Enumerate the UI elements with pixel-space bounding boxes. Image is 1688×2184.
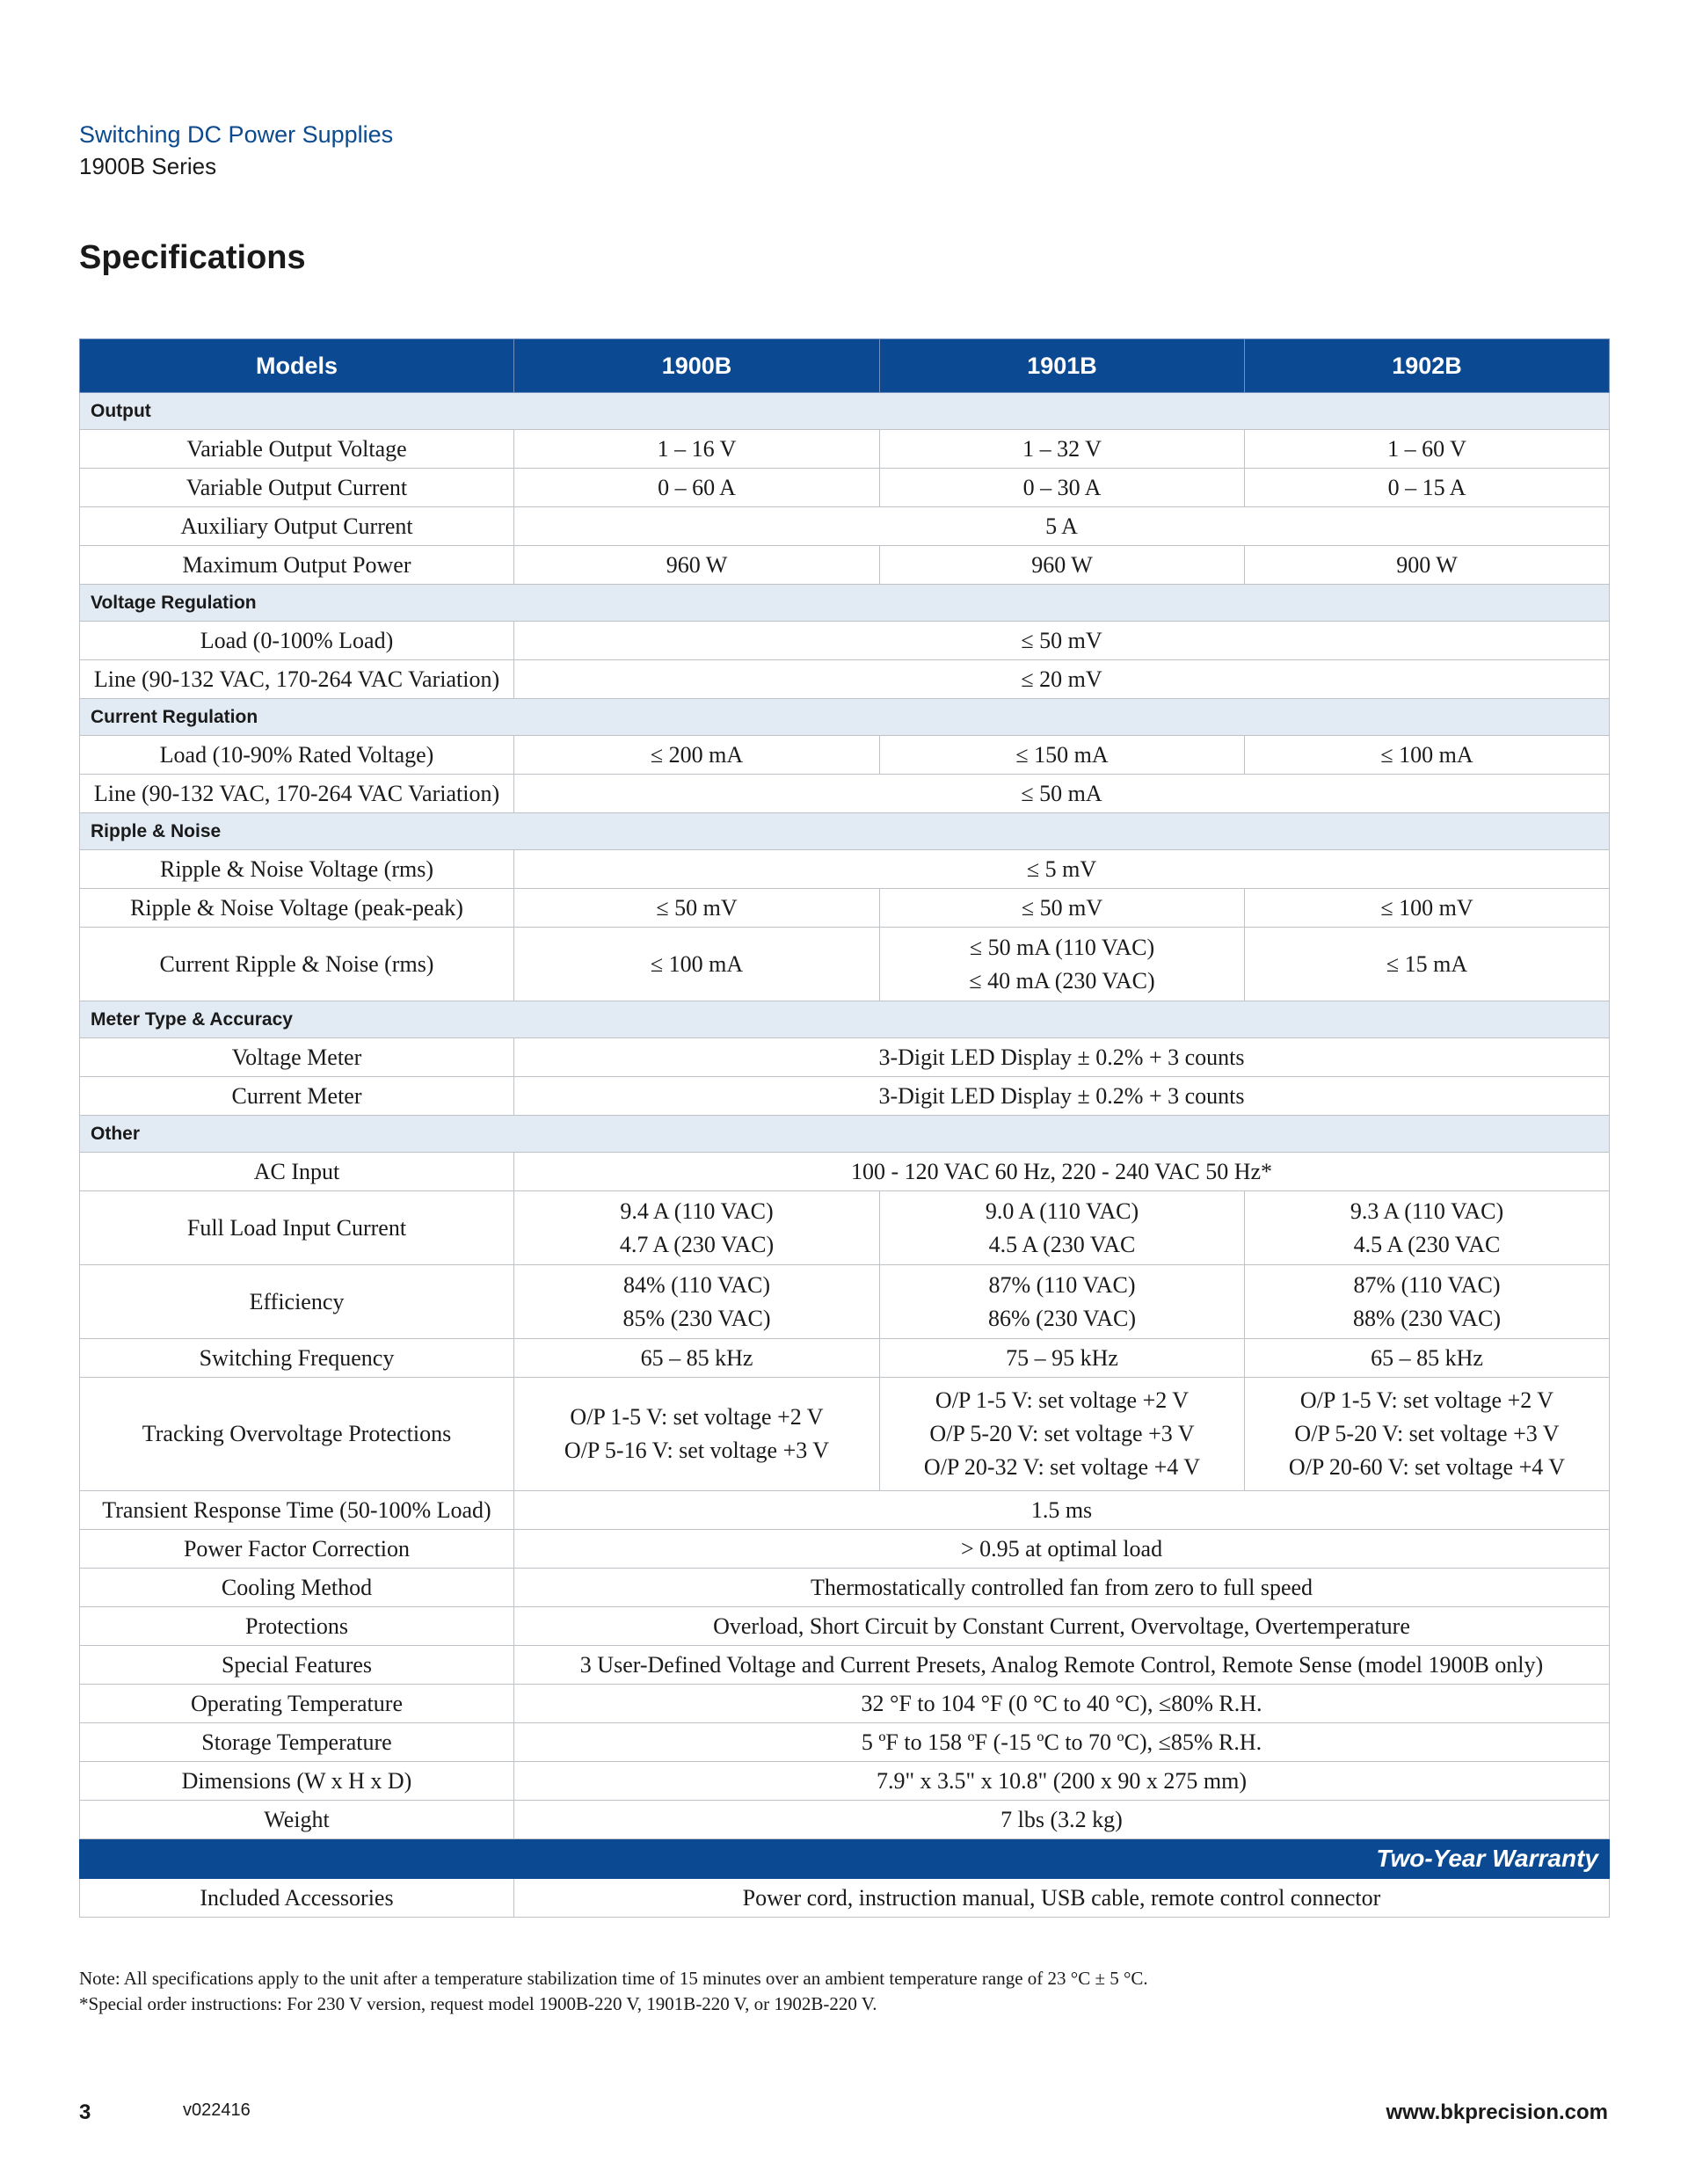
cell-line: 85% (230 VAC) [622,1305,771,1331]
cell-line: 88% (230 VAC) [1352,1305,1502,1331]
table-row [80,1530,1610,1569]
table-row [80,1685,1610,1723]
shared-value-cell: 5 ºF to 158 ºF (-15 ºC to 70 ºC), ≤85% R.H. [514,1723,1610,1762]
row-label: Transient Response Time (50-100% Load) [80,1491,514,1530]
cell-line: O/P 1-5 V: set voltage +2 V [935,1387,1190,1413]
warranty-banner-row [80,1839,1610,1879]
shared-value-cell: ≤ 50 mV [514,622,1610,660]
table-row [80,889,1610,928]
row-label: AC Input [80,1153,514,1191]
cell-line: O/P 5-16 V: set voltage +3 V [564,1438,830,1463]
cell-line: ≤ 50 mA (110 VAC) [969,934,1155,960]
cell-line: 87% (110 VAC) [1353,1271,1501,1298]
row-label: Full Load Input Current [80,1191,514,1265]
row-label: Load (0-100% Load) [80,622,514,660]
row-label: Maximum Output Power [80,546,514,585]
shared-value-cell: 3-Digit LED Display ± 0.2% + 3 counts [514,1077,1610,1116]
model-value-cell: 65 – 85 kHz [1245,1339,1610,1378]
table-row [80,736,1610,775]
shared-value-cell: Overload, Short Circuit by Constant Current, Overvoltage, Overtemperature [514,1607,1610,1646]
model-value-cell: 75 – 95 kHz [880,1339,1245,1378]
model-value-cell [514,1265,880,1339]
section-title: Output [80,393,1610,430]
warranty-banner: Two-Year Warranty [80,1839,1610,1879]
table-row [80,622,1610,660]
table-row [80,1569,1610,1607]
row-label: Line (90-132 VAC, 170-264 VAC Variation) [80,775,514,813]
shared-value-cell: Power cord, instruction manual, USB cable, remote control connector [514,1879,1610,1918]
shared-value-cell: ≤ 50 mA [514,775,1610,813]
row-label: Cooling Method [80,1569,514,1607]
shared-value-cell: > 0.95 at optimal load [514,1530,1610,1569]
model-value-cell [514,1378,880,1491]
model-value-cell: ≤ 100 mA [1245,736,1610,775]
section-header-row [80,699,1610,736]
model-value-cell: 0 – 60 A [514,469,880,507]
cell-line: 4.5 A (230 VAC [988,1231,1136,1257]
section-title: Ripple & Noise [80,813,1610,850]
row-label: Special Features [80,1646,514,1685]
model-value-cell: 65 – 85 kHz [514,1339,880,1378]
model-value-cell: 0 – 15 A [1245,469,1610,507]
model-value-cell [1245,1191,1610,1265]
table-row [80,660,1610,699]
shared-value-cell: 3-Digit LED Display ± 0.2% + 3 counts [514,1038,1610,1077]
row-label: Storage Temperature [80,1723,514,1762]
row-label: Variable Output Voltage [80,430,514,469]
row-label: Ripple & Noise Voltage (rms) [80,850,514,889]
section-header-row [80,585,1610,622]
row-label: Voltage Meter [80,1038,514,1077]
section-title: Current Regulation [80,699,1610,736]
section-header-row [80,393,1610,430]
model-value-cell: ≤ 150 mA [880,736,1245,775]
shared-value-cell: 100 - 120 VAC 60 Hz, 220 - 240 VAC 50 Hz* [514,1153,1610,1191]
cell-line: 86% (230 VAC) [987,1305,1137,1331]
row-label: Included Accessories [80,1879,514,1918]
cell-line: O/P 5-20 V: set voltage +3 V [929,1421,1195,1446]
cell-line: O/P 1-5 V: set voltage +2 V [1299,1387,1554,1413]
shared-value-cell: 1.5 ms [514,1491,1610,1530]
table-row [80,469,1610,507]
table-row [80,1038,1610,1077]
model-value-cell [880,1265,1245,1339]
row-label: Current Meter [80,1077,514,1116]
shared-value-cell: 3 User-Defined Voltage and Current Presets, Analog Remote Control, Remote Sense (model 1900B only) [514,1646,1610,1685]
model-value-cell [514,1191,880,1265]
section-header-row [80,813,1610,850]
cell-line: O/P 1-5 V: set voltage +2 V [570,1404,824,1430]
row-label: Weight [80,1801,514,1839]
cell-line: 9.3 A (110 VAC) [1350,1198,1504,1224]
table-row [80,1723,1610,1762]
model-value-cell: ≤ 100 mA [514,928,880,1001]
model-value-cell: 1 – 60 V [1245,430,1610,469]
table-row [80,1378,1610,1491]
row-label: Switching Frequency [80,1339,514,1378]
model-value-cell [880,928,1245,1001]
table-row [80,1191,1610,1265]
section-header-row [80,1001,1610,1038]
note-special-order: *Special order instructions: For 230 V version, request model 1900B-220 V, 1901B-220 V, or 1902B-220 V. [79,1993,877,2014]
table-row [80,775,1610,813]
row-label: Load (10-90% Rated Voltage) [80,736,514,775]
cell-line: 4.5 A (230 VAC [1353,1231,1501,1257]
table-row [80,1801,1610,1839]
table-row [80,1265,1610,1339]
model-value-cell [1245,1265,1610,1339]
table-row [80,850,1610,889]
shared-value-cell: 5 A [514,507,1610,546]
row-label: Protections [80,1607,514,1646]
cell-line: O/P 5-20 V: set voltage +3 V [1294,1421,1560,1446]
table-row [80,1646,1610,1685]
table-header-row [80,339,1610,393]
shared-value-cell: 32 °F to 104 °F (0 °C to 40 °C), ≤80% R.H. [514,1685,1610,1723]
table-row [80,430,1610,469]
version-code: v022416 [183,2100,251,2120]
table-row [80,1077,1610,1116]
table-row [80,928,1610,1001]
table-row [80,1607,1610,1646]
shared-value-cell: ≤ 20 mV [514,660,1610,699]
cell-line: 87% (110 VAC) [988,1271,1136,1298]
cell-line: 84% (110 VAC) [622,1271,771,1298]
header-series: 1900B Series [79,153,217,179]
cell-line: 9.0 A (110 VAC) [985,1198,1139,1224]
cell-line: 9.4 A (110 VAC) [620,1198,774,1224]
table-row [80,1153,1610,1191]
model-value-cell [1245,1378,1610,1491]
table-row [80,1491,1610,1530]
specifications-table [79,339,1610,1918]
row-label: Operating Temperature [80,1685,514,1723]
page-number: 3 [79,2100,91,2124]
table-row [80,1879,1610,1918]
model-value-cell: ≤ 50 mV [514,889,880,928]
cell-line: ≤ 40 mA (230 VAC) [969,967,1155,994]
row-label: Ripple & Noise Voltage (peak-peak) [80,889,514,928]
model-value-cell [880,1191,1245,1265]
row-label: Dimensions (W x H x D) [80,1762,514,1801]
section-title: Meter Type & Accuracy [80,1001,1610,1038]
cell-line: 4.7 A (230 VAC) [619,1231,775,1257]
page-title: Specifications [79,239,306,276]
shared-value-cell: Thermostatically controlled fan from zero to full speed [514,1569,1610,1607]
model-value-cell: ≤ 200 mA [514,736,880,775]
row-label: Tracking Overvoltage Protections [80,1378,514,1491]
model-value-cell: ≤ 100 mV [1245,889,1610,928]
shared-value-cell: 7 lbs (3.2 kg) [514,1801,1610,1839]
website-link[interactable]: www.bkprecision.com [1386,2100,1608,2124]
note-temperature: Note: All specifications apply to the unit after a temperature stabilization time of 15 minutes over an ambient temperature range of 23 °C ± 5 °C. [79,1968,1148,1989]
model-value-cell: 1 – 16 V [514,430,880,469]
row-label: Variable Output Current [80,469,514,507]
row-label: Power Factor Correction [80,1530,514,1569]
column-header-1900b: 1900B [514,339,880,393]
row-label: Line (90-132 VAC, 170-264 VAC Variation) [80,660,514,699]
model-value-cell: 960 W [514,546,880,585]
table-row [80,546,1610,585]
notes [79,1966,1148,2017]
model-value-cell [880,1378,1245,1491]
shared-value-cell: 7.9" x 3.5" x 10.8" (200 x 90 x 275 mm) [514,1762,1610,1801]
row-label: Efficiency [80,1265,514,1339]
table-row [80,507,1610,546]
cell-line: O/P 20-60 V: set voltage +4 V [1288,1454,1566,1480]
cell-line: O/P 20-32 V: set voltage +4 V [923,1454,1201,1480]
section-header-row [80,1116,1610,1153]
model-value-cell: ≤ 15 mA [1245,928,1610,1001]
model-value-cell: 960 W [880,546,1245,585]
row-label: Current Ripple & Noise (rms) [80,928,514,1001]
row-label: Auxiliary Output Current [80,507,514,546]
table-row [80,1762,1610,1801]
section-title: Voltage Regulation [80,585,1610,622]
column-header-1901b: 1901B [880,339,1245,393]
column-header-models: Models [80,339,514,393]
section-title: Other [80,1116,1610,1153]
model-value-cell: 900 W [1245,546,1610,585]
model-value-cell: ≤ 50 mV [880,889,1245,928]
column-header-1902b: 1902B [1245,339,1610,393]
table-row [80,1339,1610,1378]
header-title: Switching DC Power Supplies [79,121,394,148]
shared-value-cell: ≤ 5 mV [514,850,1610,889]
model-value-cell: 0 – 30 A [880,469,1245,507]
model-value-cell: 1 – 32 V [880,430,1245,469]
